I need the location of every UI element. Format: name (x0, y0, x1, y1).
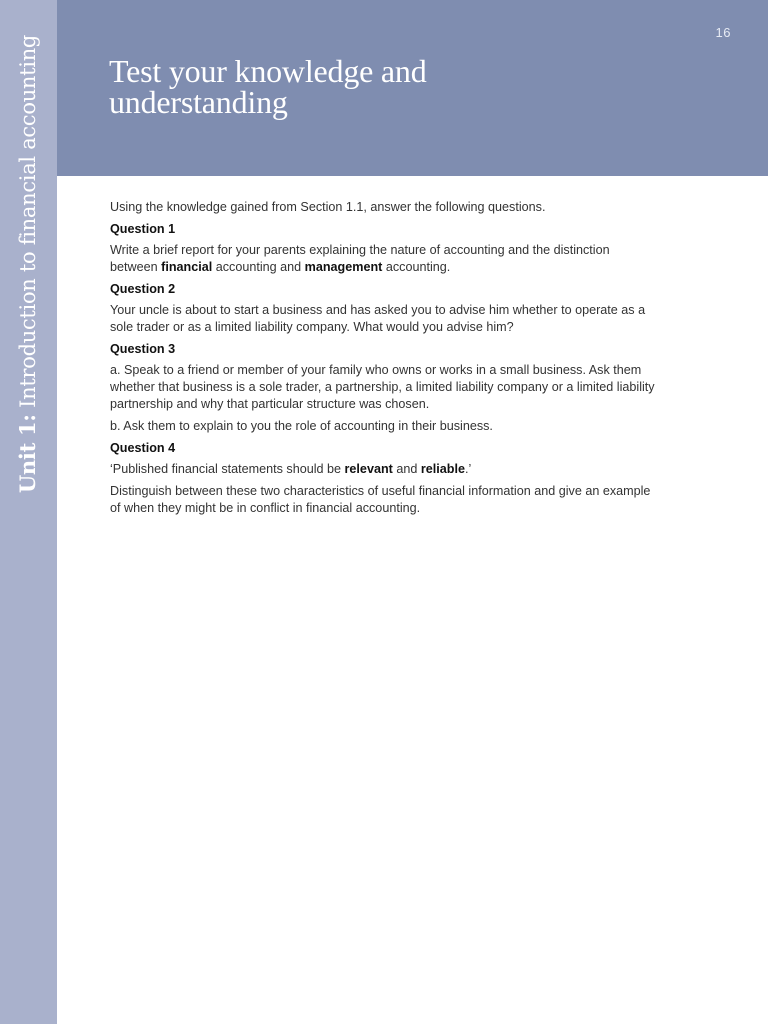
unit-title (11, 4, 45, 524)
question-1-bold-management: management (304, 260, 383, 274)
question-3-part-b: b. Ask them to explain to you the role of accounting in their business. (110, 419, 493, 433)
question-1-text-before: Write a brief report for your parents explaining the nature of accounting and the distinction between (110, 243, 610, 274)
question-4-quote-after: .’ (464, 462, 472, 476)
question-4-quote-middle: and (392, 462, 421, 476)
intro-text: Using the knowledge gained from Section 1.1, answer the following questions. (110, 200, 546, 214)
page-title: Test your knowledge and understanding (109, 53, 427, 120)
question-2-heading: Question 2 (110, 282, 176, 296)
question-4-bold-relevant: relevant (344, 462, 393, 476)
question-4-quote-before: ‘Published financial statements should be (110, 462, 345, 476)
question-3-part-a: a. Speak to a friend or member of your family who owns or works in a small business. Ask them whether that business is a sole trader, a partnership, a limited liability company or a limited liability partnership and why that particular structure was chosen. (110, 363, 655, 411)
question-1-text (110, 242, 655, 276)
question-1-bold-financial: financial (161, 260, 213, 274)
question-4-heading: Question 4 (110, 441, 176, 455)
question-1-heading: Question 1 (110, 222, 176, 236)
question-4-bold-reliable: reliable (420, 462, 465, 476)
question-4-quote (110, 461, 655, 478)
header-band (57, 0, 768, 176)
unit-label: Unit 1: (15, 414, 40, 494)
sidebar (0, 0, 57, 1024)
question-1-text-middle: accounting and (212, 260, 305, 274)
content (110, 199, 655, 522)
unit-name: Introduction to financial accounting (16, 34, 40, 408)
question-1-text-after: accounting. (382, 260, 451, 274)
question-4-text: Distinguish between these two characteristics of useful financial information and give an example of when they might be in conflict in financial accounting. (110, 484, 651, 515)
question-3-heading: Question 3 (110, 342, 176, 356)
page-number: 16 (715, 25, 731, 40)
question-2-text: Your uncle is about to start a business and has asked you to advise him whether to operate as a sole trader or as a limited liability company. What would you advise him? (110, 303, 646, 334)
